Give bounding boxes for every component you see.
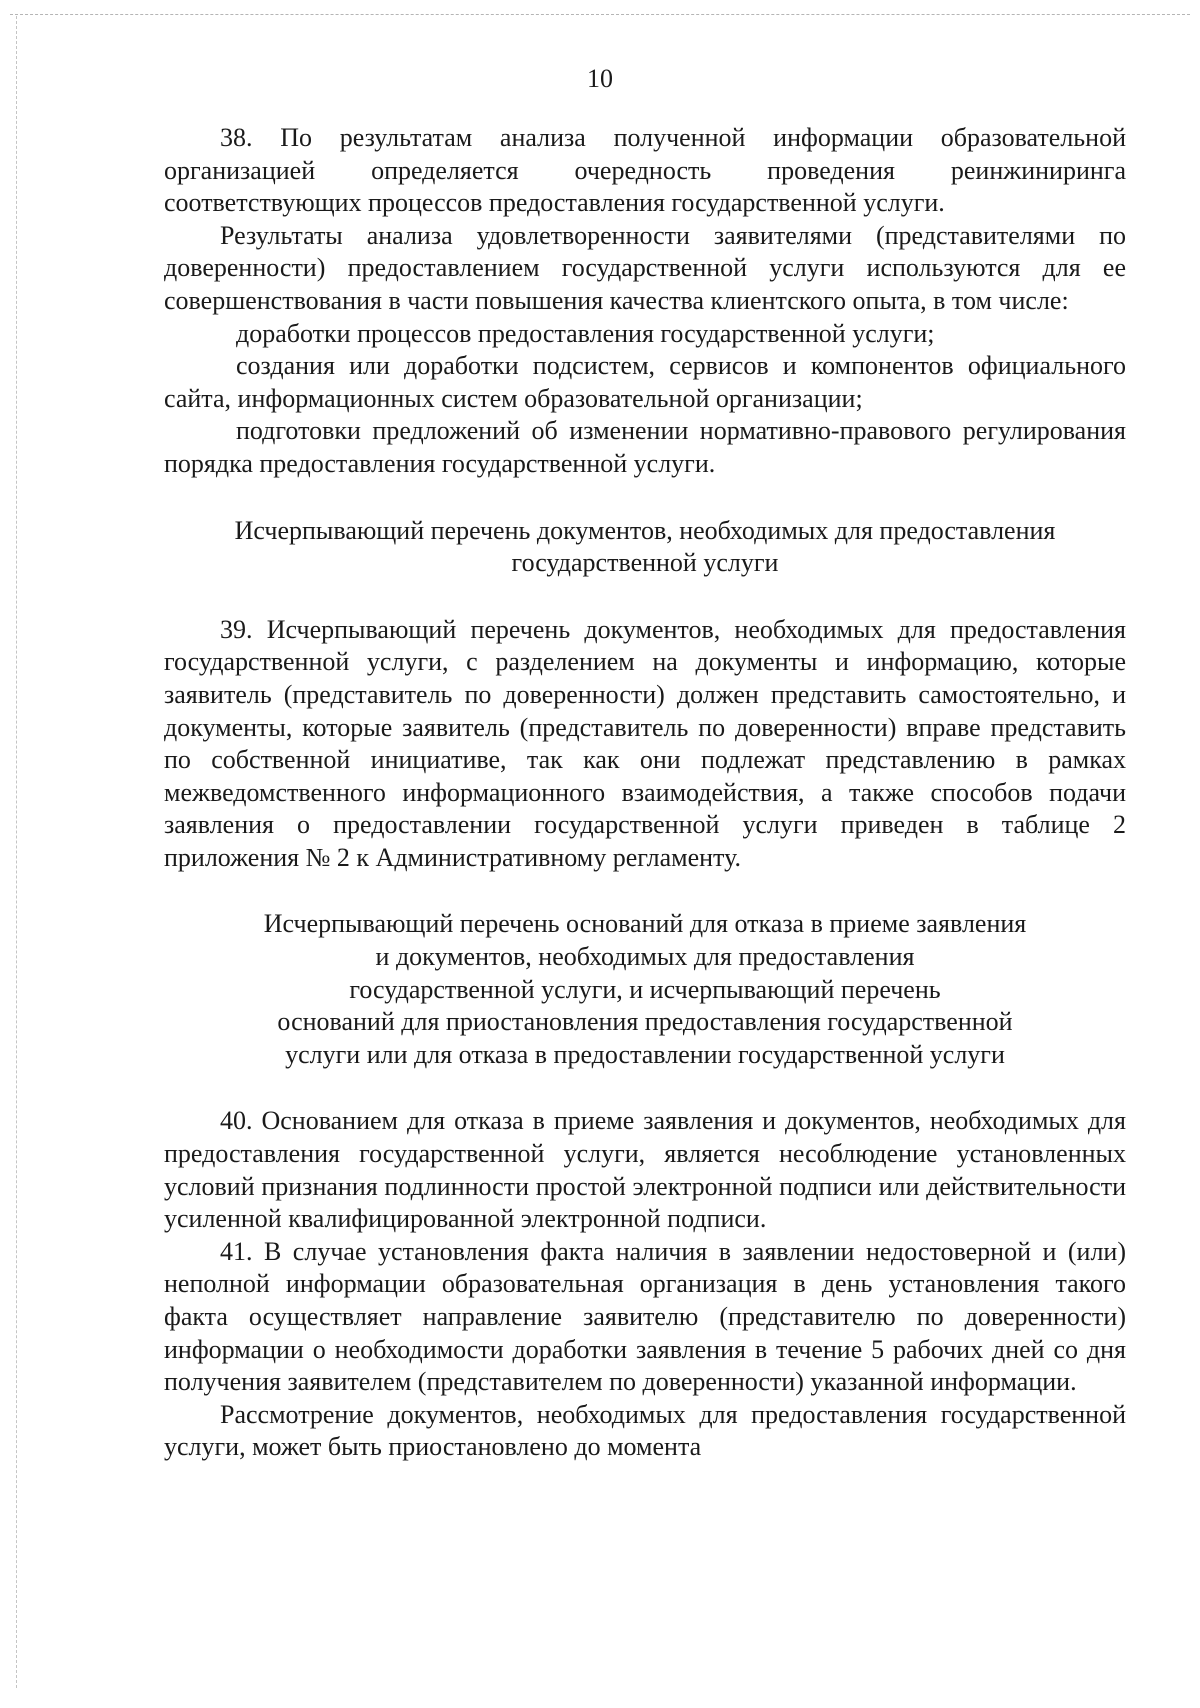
list-item-1: доработки процессов предоставления государственной услуги; xyxy=(236,318,935,348)
section-heading-refusal-line-1: Исчерпывающий перечень оснований для отказа в приеме заявления xyxy=(263,909,1027,939)
section-heading-documents-line-1: Исчерпывающий перечень документов, необходимых для предоставления xyxy=(234,515,1056,545)
section-heading-refusal-line-5: услуги или для отказа в предоставлении государственной услуги xyxy=(285,1039,1005,1069)
paragraph-41: 41. В случае установления факта наличия в заявлении недостоверной и (или) неполной информации образовательная организация в день установления такого факта осуществляет направление заявителю (представителю по доверенности) информации о необходимости доработки заявления в течение 5 рабочих дней со дня получения заявителем (представителем по доверенности) указанной информации. xyxy=(164,1236,1126,1397)
section-heading-documents xyxy=(164,515,1126,580)
scan-edge-left xyxy=(16,16,17,1688)
paragraph-38-results: Результаты анализа удовлетворенности заявителями (представителями по доверенности) предоставлением государственной услуги используются для ее совершенствования в части повышения качества клиентского опыта, в том числе: xyxy=(164,220,1126,315)
scan-edge-top xyxy=(10,14,1190,15)
section-heading-refusal-line-2: и документов, необходимых для предоставления xyxy=(375,942,915,972)
section-heading-refusal-line-3: государственной услуги, и исчерпывающий перечень xyxy=(349,974,941,1004)
section-heading-documents-line-2: государственной услуги xyxy=(511,548,779,578)
paragraph-40: 40. Основанием для отказа в приеме заявления и документов, необходимых для предоставления государственной услуги, является несоблюдение установленных условий признания подлинности простой электронной подписи или действительности усиленной квалифицированной электронной подписи. xyxy=(164,1106,1126,1234)
paragraph-41-review: Рассмотрение документов, необходимых для предоставления государственной услуги, может быть приостановлено до момента xyxy=(164,1399,1126,1462)
section-heading-refusal-line-4: оснований для приостановления предоставления государственной xyxy=(277,1007,1013,1037)
paragraph-39: 39. Исчерпывающий перечень документов, необходимых для предоставления государственной услуги, с разделением на документы и информацию, которые заявитель (представитель по доверенности) должен представить самостоятельно, и документы, которые заявитель (представитель по доверенности) вправе представить по собственной инициативе, так как они подлежат представлению в рамках межведомственного информационного взаимодействия, а также способов подачи заявления о предоставлении государственной услуги приведен в таблице 2 приложения № 2 к Административному регламенту. xyxy=(164,614,1126,872)
page-number: 10 xyxy=(587,64,613,93)
section-heading-refusal xyxy=(164,908,1126,1071)
document-body xyxy=(164,122,1126,1464)
list-item-2: создания или доработки подсистем, сервисов и компонентов официального сайта, информационных систем образовательной организации; xyxy=(164,351,1126,413)
paragraph-38: 38. По результатам анализа полученной информации образовательной организацией определяется очередность проведения реинжиниринга соответствующих процессов предоставления государственной услуги. xyxy=(164,123,1126,218)
list-item-3: подготовки предложений об изменении нормативно-правового регулирования порядка предоставления государственной услуги. xyxy=(164,416,1126,478)
